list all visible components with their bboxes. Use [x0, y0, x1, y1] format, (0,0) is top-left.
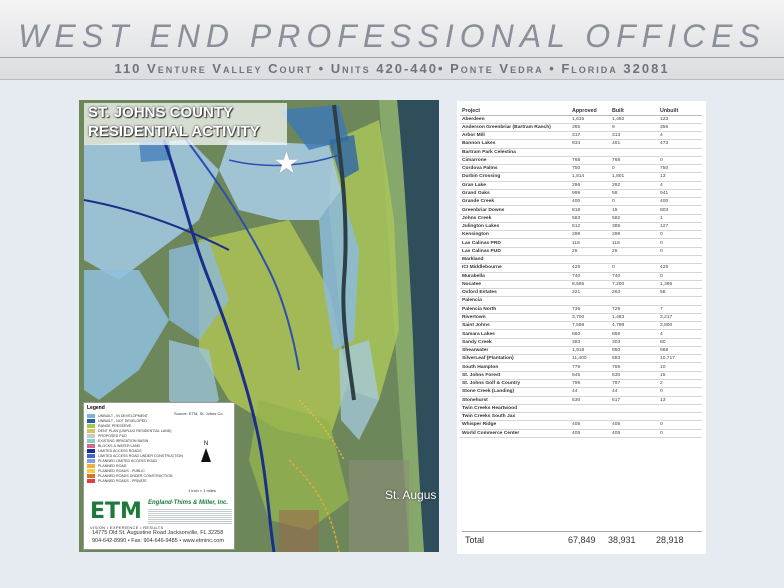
unbuilt-cell: 4 [658, 132, 702, 140]
approved-cell: 860 [570, 330, 610, 338]
approved-cell: 512 [570, 222, 610, 230]
built-cell: 856 [610, 330, 658, 338]
legend-swatch [87, 424, 95, 428]
approved-cell: 999 [570, 189, 610, 197]
built-cell: 292 [610, 181, 658, 189]
table-row [460, 247, 702, 255]
built-cell: 385 [610, 222, 658, 230]
unbuilt-cell: 803 [658, 206, 702, 214]
project-name-cell: ICI Middlebourne [460, 264, 570, 272]
built-cell: 1,483 [610, 313, 658, 321]
unbuilt-cell: 1 [658, 214, 702, 222]
legend-label: UNBUILT - NOT DEVELOPED [98, 418, 147, 423]
project-name-cell: St. Johns Golf & Country [460, 380, 570, 388]
built-cell: 461 [610, 140, 658, 148]
project-name-cell: Durbin Crossing [460, 173, 570, 181]
built-cell: 7,200 [610, 280, 658, 288]
project-name-cell: Aberdeen [460, 115, 570, 123]
total-unbuilt: 28,918 [656, 534, 684, 545]
approved-cell [570, 297, 610, 305]
project-name-cell: SilverLeaf (Plantation) [460, 355, 570, 363]
built-cell: 44 [610, 388, 658, 396]
etm-phone: 904-642-8990 • Fax: 904-646-9485 • www.etminc.com [92, 538, 224, 544]
approved-cell: 7,598 [570, 322, 610, 330]
table-row [460, 289, 702, 297]
project-name-cell: Markland [460, 256, 570, 264]
approved-cell: 299 [570, 231, 610, 239]
legend-swatch [87, 464, 95, 468]
approved-cell: 317 [570, 132, 610, 140]
project-name-cell: Kensington [460, 231, 570, 239]
unbuilt-cell: 4 [658, 330, 702, 338]
unbuilt-cell: 10,717 [658, 355, 702, 363]
unbuilt-cell: 0 [658, 429, 702, 437]
built-cell: 950 [610, 346, 658, 354]
approved-cell: 934 [570, 140, 610, 148]
unbuilt-cell: 0 [658, 231, 702, 239]
unbuilt-cell: 2,800 [658, 322, 702, 330]
etm-logo: ETM [90, 499, 142, 524]
table-row [460, 198, 702, 206]
table-row [460, 313, 702, 321]
legend-heading: Legend [87, 405, 105, 411]
approved-cell: 405 [570, 421, 610, 429]
unbuilt-cell [658, 413, 702, 421]
built-cell: 405 [610, 421, 658, 429]
approved-cell [570, 256, 610, 264]
approved-cell: 11,400 [570, 355, 610, 363]
project-name-cell: Johns Creek [460, 214, 570, 222]
approved-cell: 545 [570, 371, 610, 379]
etm-tagline: VISION • EXPERIENCE • RESULTS [90, 525, 164, 530]
total-row [462, 531, 702, 547]
table-row [460, 156, 702, 164]
table-row [460, 421, 702, 429]
legend-label: PLANNED ROAD [98, 463, 127, 468]
table-row [460, 371, 702, 379]
legend-swatch [87, 439, 95, 443]
legend-label: EXISTING IRRIGATION BASIN [98, 438, 149, 443]
approved-cell: 405 [570, 429, 610, 437]
column-header-approved: Approved [570, 107, 610, 115]
unbuilt-cell [658, 297, 702, 305]
table-body [460, 115, 702, 437]
map-title-line2: RESIDENTIAL ACTIVITY [88, 123, 260, 140]
table-row [460, 355, 702, 363]
project-name-cell: Julington Lakes [460, 222, 570, 230]
north-arrow-icon [199, 441, 213, 462]
legend-label: BLOCKS & WATER LAND [98, 443, 141, 448]
approved-cell: 1,918 [570, 346, 610, 354]
project-name-cell: Arbor Mill [460, 132, 570, 140]
project-name-cell: Oxford Estates [460, 289, 570, 297]
map-legend [83, 402, 235, 550]
legend-label: LIMITED ACCESS ROAD UNDER CONSTRUCTION [98, 453, 183, 458]
legend-label: LIMITED ACCESS ROADS [98, 448, 142, 453]
table-row [460, 322, 702, 330]
project-name-cell: Stone Creek (Landing) [460, 388, 570, 396]
project-name-cell: Palencia North [460, 305, 570, 313]
legend-swatch [87, 414, 95, 418]
project-name-cell: Rivertown [460, 313, 570, 321]
built-cell [610, 404, 658, 412]
project-name-cell: Gran Lake [460, 181, 570, 189]
north-label: N [203, 441, 209, 447]
built-cell: 582 [610, 214, 658, 222]
approved-cell: 26 [570, 247, 610, 255]
table-row [460, 330, 702, 338]
unbuilt-cell: 0 [658, 421, 702, 429]
legend-swatch [87, 419, 95, 423]
unbuilt-cell: 356 [658, 123, 702, 131]
table-row [460, 413, 702, 421]
project-name-cell: Bannon Lakes [460, 140, 570, 148]
unbuilt-cell: 0 [658, 239, 702, 247]
project-name-cell: Stonehurst [460, 396, 570, 404]
project-name-cell: Grande Creek [460, 198, 570, 206]
built-cell: 9 [610, 123, 658, 131]
table-row [460, 256, 702, 264]
unbuilt-cell: 127 [658, 222, 702, 230]
etm-company-name: England-Thims & Miller, Inc. [148, 500, 229, 506]
column-header-built: Built [610, 107, 658, 115]
unbuilt-cell: 4 [658, 181, 702, 189]
approved-cell: 799 [570, 380, 610, 388]
table-row [460, 231, 702, 239]
map-title-line1: ST. JOHNS COUNTY [88, 104, 234, 121]
unbuilt-cell: 58 [658, 289, 702, 297]
project-name-cell: Shearwater [460, 346, 570, 354]
table-row [460, 280, 702, 288]
total-built: 38,931 [608, 534, 636, 545]
approved-cell: 583 [570, 214, 610, 222]
built-cell: 683 [610, 355, 658, 363]
unbuilt-cell: 0 [658, 156, 702, 164]
approved-cell [570, 148, 610, 156]
approved-cell: 321 [570, 289, 610, 297]
table-row [460, 305, 702, 313]
approved-cell: 740 [570, 272, 610, 280]
legend-label: UNBUILT - IN DEVELOPMENT [98, 413, 148, 418]
table-row [460, 181, 702, 189]
legend-swatch [87, 429, 95, 433]
project-name-cell: Greenbriar Downs [460, 206, 570, 214]
approved-cell: 779 [570, 363, 610, 371]
unbuilt-cell: 80 [658, 338, 702, 346]
approved-cell [570, 404, 610, 412]
project-name-cell: Las Calinas PRD [460, 239, 570, 247]
table-row [460, 222, 702, 230]
built-cell: 0 [610, 198, 658, 206]
unbuilt-cell: 7 [658, 305, 702, 313]
unbuilt-cell [658, 148, 702, 156]
project-name-cell: South Hampton [460, 363, 570, 371]
built-cell: 115 [610, 239, 658, 247]
star-icon: ★ [273, 147, 300, 180]
residential-activity-map [79, 100, 439, 552]
table-header-row [460, 107, 702, 115]
unbuilt-cell: 400 [658, 198, 702, 206]
legend-swatch [87, 449, 95, 453]
built-cell: 313 [610, 132, 658, 140]
built-cell: 530 [610, 371, 658, 379]
table-row [460, 272, 702, 280]
built-cell [610, 413, 658, 421]
legend-label: PLANNED ROADS - PUBLIC [98, 468, 145, 473]
built-cell: 26 [610, 247, 658, 255]
legend-swatch [87, 454, 95, 458]
unbuilt-cell: 968 [658, 346, 702, 354]
table-row [460, 388, 702, 396]
legend-swatch [87, 479, 95, 483]
map-title-box [84, 103, 287, 145]
project-name-cell: Las Calinas PUD [460, 247, 570, 255]
project-name-cell: Nocatee [460, 280, 570, 288]
approved-cell: 426 [570, 264, 610, 272]
built-cell: 263 [610, 289, 658, 297]
table-row [460, 165, 702, 173]
table-row [460, 189, 702, 197]
unbuilt-cell: 426 [658, 264, 702, 272]
table-row [460, 239, 702, 247]
legend-swatch [87, 434, 95, 438]
approved-cell: 736 [570, 305, 610, 313]
table-row [460, 380, 702, 388]
project-name-cell: Grand Oaks [460, 189, 570, 197]
table-row [460, 338, 702, 346]
etm-branding [88, 499, 234, 549]
table-row [460, 396, 702, 404]
unbuilt-cell: 0 [658, 272, 702, 280]
unbuilt-cell: 1,395 [658, 280, 702, 288]
built-cell: 0 [610, 264, 658, 272]
unbuilt-cell [658, 404, 702, 412]
approved-cell: 750 [570, 165, 610, 173]
column-header-unbuilt: Unbuilt [658, 107, 702, 115]
column-header-project: Project [460, 107, 570, 115]
table-row [460, 429, 702, 437]
built-cell: 797 [610, 380, 658, 388]
approved-cell: 44 [570, 388, 610, 396]
page-subtitle: 110 Venture Valley Court • Units 420-440• Ponte Vedra • Florida 32081 [0, 57, 784, 79]
project-table [460, 107, 702, 438]
project-name-cell: Samara Lakes [460, 330, 570, 338]
table-row [460, 264, 702, 272]
unbuilt-cell: 13 [658, 396, 702, 404]
legend-label: DENT PLAN (UNPLUG RESIDENTIAL LAND) [98, 428, 172, 433]
table-row [460, 346, 702, 354]
built-cell: 517 [610, 396, 658, 404]
approved-cell: 1,814 [570, 173, 610, 181]
unbuilt-cell: 750 [658, 165, 702, 173]
built-cell: 15 [610, 206, 658, 214]
unbuilt-cell: 2 [658, 380, 702, 388]
built-cell: 1,492 [610, 115, 658, 123]
built-cell: 58 [610, 189, 658, 197]
legend-label: PLANNED ROADS UNDER CONSTRUCTION [98, 473, 173, 478]
table-row [460, 404, 702, 412]
approved-cell: 383 [570, 338, 610, 346]
approved-cell: 768 [570, 156, 610, 164]
legend-label: RANGE PRESERVE [98, 423, 132, 428]
total-label: Total [465, 534, 485, 545]
unbuilt-cell: 10 [658, 363, 702, 371]
built-cell: 769 [610, 363, 658, 371]
legend-note: Source: ETM, St. Johns Co. [174, 411, 224, 416]
table-row [460, 148, 702, 156]
legend-swatch [87, 459, 95, 463]
table-row [460, 115, 702, 123]
built-cell: 299 [610, 231, 658, 239]
scale-label: 1 inch = 1 miles [188, 488, 216, 493]
project-name-cell: Anderson Greenbriar (Bartram Ranch) [460, 123, 570, 131]
table-row [460, 363, 702, 371]
table-row [460, 206, 702, 214]
unbuilt-cell: 13 [658, 173, 702, 181]
project-name-cell: Bartram Park Celestina [460, 148, 570, 156]
etm-address: 14775 Old St. Augustine Road Jacksonville, FL 32258 [92, 530, 224, 536]
built-cell: 4,798 [610, 322, 658, 330]
unbuilt-cell: 2,217 [658, 313, 702, 321]
table-row [460, 173, 702, 181]
unbuilt-cell: 15 [658, 371, 702, 379]
built-cell [610, 297, 658, 305]
project-name-cell: Whisper Ridge [460, 421, 570, 429]
approved-cell: 530 [570, 396, 610, 404]
project-name-cell: Twin Creeks Heartwood [460, 404, 570, 412]
table-row [460, 140, 702, 148]
built-cell: 405 [610, 429, 658, 437]
approved-cell: 818 [570, 206, 610, 214]
project-name-cell: Murabella [460, 272, 570, 280]
approved-cell: 365 [570, 123, 610, 131]
approved-cell: 296 [570, 181, 610, 189]
approved-cell [570, 413, 610, 421]
project-name-cell: Palencia [460, 297, 570, 305]
built-cell: 729 [610, 305, 658, 313]
page-title: WEST END PROFESSIONAL OFFICES [18, 18, 766, 54]
table-row [460, 123, 702, 131]
approved-cell: 3,700 [570, 313, 610, 321]
city-label: St. Augus [385, 488, 437, 502]
legend-swatch [87, 444, 95, 448]
built-cell [610, 256, 658, 264]
project-name-cell: Sandy Creek [460, 338, 570, 346]
legend-label: PROPOSED PUD [98, 433, 127, 438]
approved-cell: 8,595 [570, 280, 610, 288]
legend-label: PLANNED ROADS - PRIVATE [98, 478, 147, 483]
unbuilt-cell [658, 256, 702, 264]
table-row [460, 132, 702, 140]
unbuilt-cell: 123 [658, 115, 702, 123]
approved-cell: 400 [570, 198, 610, 206]
approved-cell: 1,615 [570, 115, 610, 123]
project-table-panel [457, 101, 706, 554]
legend-swatch [87, 469, 95, 473]
project-name-cell: Saint Johns [460, 322, 570, 330]
table-row [460, 214, 702, 222]
built-cell: 740 [610, 272, 658, 280]
built-cell: 1,801 [610, 173, 658, 181]
project-name-cell: Cimarrone [460, 156, 570, 164]
built-cell: 768 [610, 156, 658, 164]
approved-cell: 115 [570, 239, 610, 247]
etm-fine-print [148, 508, 232, 524]
project-name-cell: Cordova Palms [460, 165, 570, 173]
unbuilt-cell: 941 [658, 189, 702, 197]
project-name-cell: St. Johns Forest [460, 371, 570, 379]
built-cell: 303 [610, 338, 658, 346]
total-approved: 67,849 [568, 534, 596, 545]
table-row [460, 297, 702, 305]
built-cell: 0 [610, 165, 658, 173]
built-cell [610, 148, 658, 156]
project-name-cell: World Commerce Center [460, 429, 570, 437]
legend-label: PLANNED LIMITED ACCESS ROAD [98, 458, 158, 463]
legend-swatch [87, 474, 95, 478]
legend-item [84, 478, 234, 483]
unbuilt-cell: 0 [658, 247, 702, 255]
unbuilt-cell: 473 [658, 140, 702, 148]
project-name-cell: Twin Creeks South Jax [460, 413, 570, 421]
unbuilt-cell: 0 [658, 388, 702, 396]
